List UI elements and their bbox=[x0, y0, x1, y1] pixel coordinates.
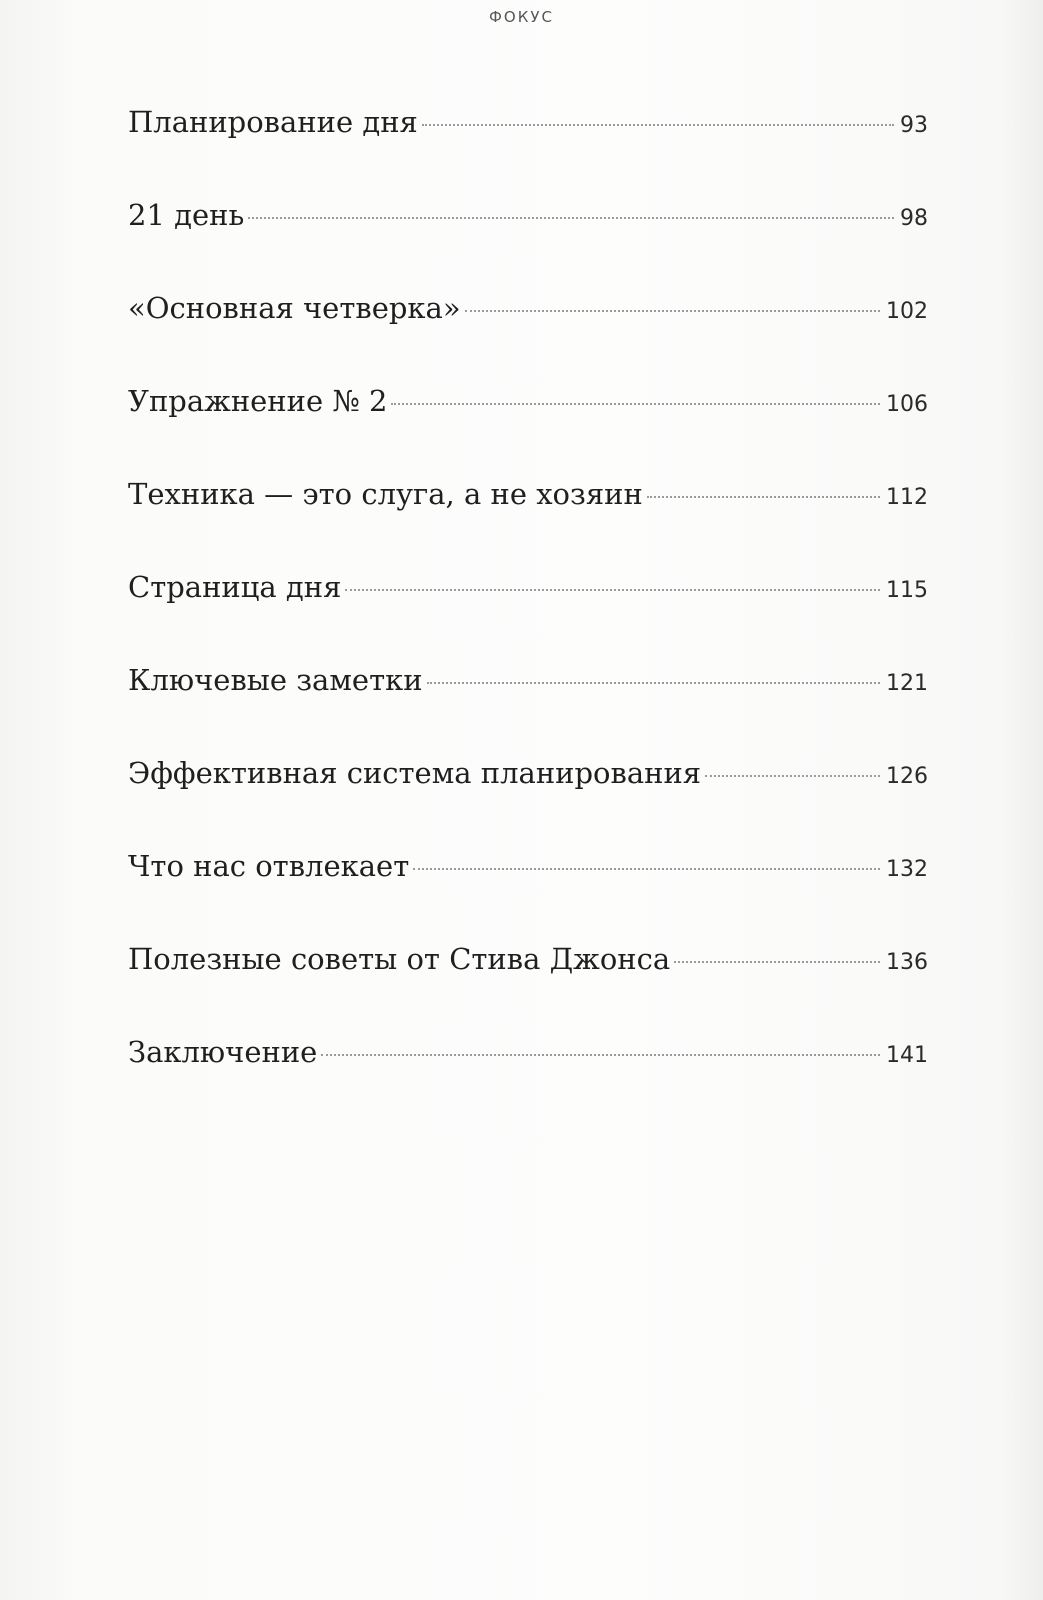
toc-entry-title: Планирование дня bbox=[128, 105, 418, 139]
toc-entry bbox=[128, 105, 928, 198]
toc-entry-page: 141 bbox=[886, 1043, 928, 1068]
toc-dot-leader bbox=[427, 682, 880, 684]
toc-dot-leader bbox=[413, 868, 880, 870]
toc-dot-leader bbox=[321, 1054, 880, 1056]
toc-dot-leader bbox=[422, 124, 894, 126]
toc-entry bbox=[128, 1035, 928, 1128]
toc-entry-page: 93 bbox=[900, 113, 928, 138]
toc-dot-leader bbox=[248, 217, 894, 219]
toc-entry-page: 106 bbox=[886, 392, 928, 417]
toc-entry-title: Что нас отвлекает bbox=[128, 849, 410, 883]
toc-entry-title: 21 день bbox=[128, 198, 245, 232]
toc-dot-leader bbox=[674, 961, 880, 963]
toc-entry-page: 102 bbox=[886, 299, 928, 324]
toc-entry-title: Ключевые заметки bbox=[128, 663, 423, 697]
toc-entry bbox=[128, 756, 928, 849]
toc-dot-leader bbox=[345, 589, 880, 591]
toc-entry bbox=[128, 477, 928, 570]
toc-entry-title: Упражнение № 2 bbox=[128, 384, 388, 418]
toc-entry-title: Страница дня bbox=[128, 570, 342, 604]
toc-entry-title: Полезные советы от Стива Джонса bbox=[128, 942, 671, 976]
toc-entry bbox=[128, 942, 928, 1035]
toc-entry bbox=[128, 291, 928, 384]
toc-entry bbox=[128, 384, 928, 477]
toc-entry bbox=[128, 663, 928, 756]
running-head: ФОКУС bbox=[489, 8, 554, 26]
toc-entry-title: Эффективная система планирования bbox=[128, 756, 702, 790]
toc-entry-page: 112 bbox=[886, 485, 928, 510]
toc-dot-leader bbox=[465, 310, 880, 312]
toc-entry-page: 98 bbox=[900, 206, 928, 231]
toc-dot-leader bbox=[647, 496, 880, 498]
toc-entry-title: «Основная четверка» bbox=[128, 291, 461, 325]
toc-entry bbox=[128, 849, 928, 942]
toc-entry bbox=[128, 570, 928, 663]
toc-dot-leader bbox=[391, 403, 880, 405]
toc-entry-page: 126 bbox=[886, 764, 928, 789]
toc-dot-leader bbox=[705, 775, 880, 777]
toc-entry-page: 136 bbox=[886, 950, 928, 975]
toc-entry-title: Заключение bbox=[128, 1035, 318, 1069]
toc-entry-page: 115 bbox=[886, 578, 928, 603]
toc-entry bbox=[128, 198, 928, 291]
table-of-contents bbox=[128, 105, 928, 1128]
toc-entry-page: 121 bbox=[886, 671, 928, 696]
toc-entry-title: Техника — это слуга, а не хозяин bbox=[128, 477, 643, 511]
toc-entry-page: 132 bbox=[886, 857, 928, 882]
